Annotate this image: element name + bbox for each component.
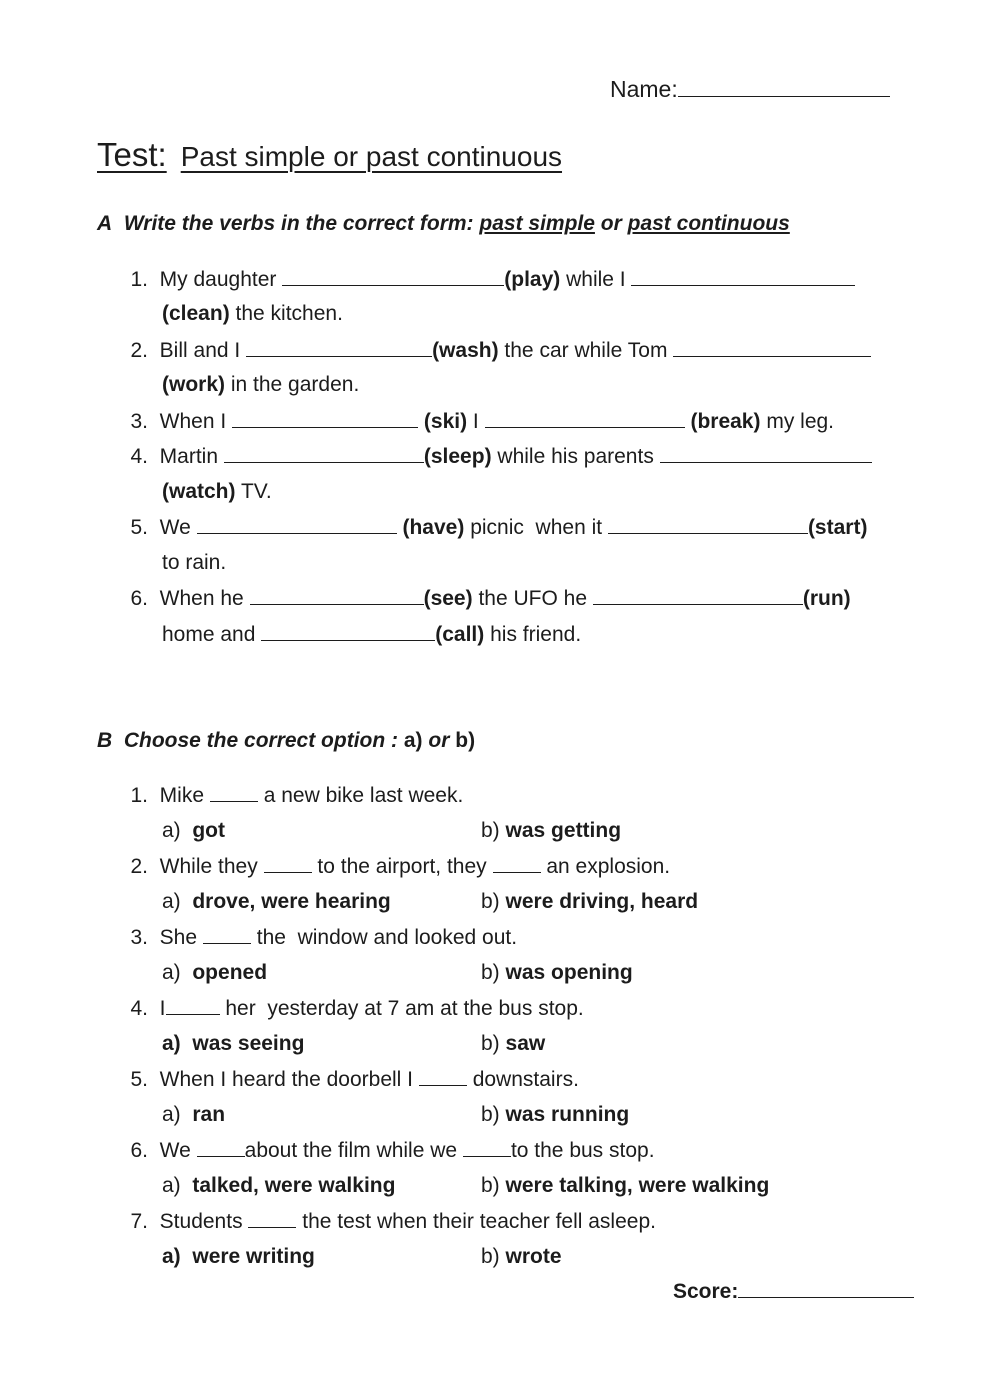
option-label: a) [162, 890, 181, 913]
answer-blank[interactable] [631, 267, 855, 286]
answer-blank[interactable] [248, 1209, 296, 1228]
section-a-term-2: past continuous [627, 212, 790, 235]
score-label: Score: [673, 1280, 739, 1303]
option-label: a) [162, 1032, 181, 1055]
option-text: wrote [505, 1245, 562, 1268]
a-item-1 [124, 267, 855, 292]
verb-cue: (wash) [432, 339, 499, 362]
item-text: When he [159, 587, 244, 610]
answer-blank[interactable] [166, 996, 220, 1015]
name-label: Name: [610, 76, 678, 102]
answer-blank[interactable] [246, 338, 432, 357]
b-item-6-option-b[interactable] [481, 1174, 769, 1198]
item-text: home and [162, 623, 256, 646]
item-text: while his parents [497, 445, 654, 468]
a-item-6 [124, 586, 851, 611]
question-text: the window and looked out. [256, 926, 518, 949]
b-item-1-option-a[interactable] [162, 819, 225, 843]
section-b-instruction: Choose the correct option : [123, 729, 399, 752]
item-text: I [472, 410, 479, 433]
verb-cue: (watch) [162, 480, 236, 503]
b-item-7-option-a[interactable] [162, 1245, 315, 1269]
a-item-5 [124, 515, 867, 540]
option-text: talked, were walking [192, 1174, 396, 1197]
option-label: a) [162, 1245, 181, 1268]
item-text: picnic when it [470, 516, 603, 539]
a-item-2 [124, 338, 871, 363]
question-text: She [159, 926, 198, 949]
page-title [97, 136, 562, 174]
option-text: opened [192, 961, 268, 984]
item-text: my leg. [766, 410, 835, 433]
section-a-term-1: past simple [479, 212, 595, 235]
answer-blank[interactable] [250, 586, 424, 605]
answer-blank[interactable] [210, 783, 258, 802]
item-number: 4. [130, 445, 148, 468]
a-item-4-cont [162, 480, 272, 504]
name-blank[interactable] [678, 78, 890, 97]
item-text: while I [566, 268, 626, 291]
verb-cue: (run) [802, 587, 851, 610]
b-item-3-option-a[interactable] [162, 961, 267, 985]
item-text: in the garden. [230, 373, 360, 396]
item-text: When I [159, 410, 227, 433]
question-text: her yesterday at 7 am at the bus stop. [225, 997, 584, 1020]
answer-blank[interactable] [224, 444, 424, 463]
section-b-letter: B [97, 729, 113, 752]
question-text: I [159, 997, 166, 1020]
verb-cue: (break) [690, 410, 761, 433]
section-a-instruction: Write the verbs in the correct form: [123, 212, 474, 235]
option-text: saw [505, 1032, 546, 1055]
question-text: Mike [159, 784, 205, 807]
a-item-5-cont [162, 551, 226, 575]
answer-blank[interactable] [593, 586, 803, 605]
option-text: got [192, 819, 226, 842]
item-text: to rain. [162, 551, 227, 574]
title-sub: Past simple or past continuous [180, 141, 563, 172]
b-item-5-option-b[interactable] [481, 1103, 629, 1127]
item-number: 6. [130, 587, 148, 610]
question-text: the test when their teacher fell asleep. [302, 1210, 656, 1233]
question-text: about the film while we [244, 1139, 458, 1162]
item-number: 5. [130, 1068, 148, 1091]
item-text: Bill and I [159, 339, 241, 362]
score-blank[interactable] [738, 1279, 914, 1298]
option-label: a) [162, 1174, 181, 1197]
answer-blank[interactable] [261, 622, 435, 641]
section-b-heading [97, 729, 475, 753]
a-item-2-cont [162, 373, 359, 397]
section-a-letter: A [97, 212, 113, 235]
verb-cue: (sleep) [423, 445, 492, 468]
section-b-opt-a: a) [403, 729, 423, 752]
answer-blank[interactable] [673, 338, 871, 357]
question-text: an explosion. [546, 855, 671, 878]
item-text: My daughter [159, 268, 277, 291]
answer-blank[interactable] [232, 409, 418, 428]
item-number: 2. [130, 339, 148, 362]
option-label: b) [481, 1103, 500, 1126]
title-main: Test: [97, 136, 167, 173]
option-label: b) [481, 961, 500, 984]
b-item-3 [124, 925, 517, 950]
b-item-2-option-b[interactable] [481, 890, 698, 914]
section-a-heading [97, 212, 790, 236]
question-text: to the bus stop. [510, 1139, 655, 1162]
verb-cue: (play) [504, 268, 561, 291]
option-text: were driving, heard [505, 890, 699, 913]
item-number: 5. [130, 516, 148, 539]
b-item-6 [124, 1138, 655, 1163]
answer-blank[interactable] [608, 515, 808, 534]
answer-blank[interactable] [463, 1138, 511, 1157]
option-text: ran [192, 1103, 226, 1126]
item-text: We [159, 516, 191, 539]
option-text: were talking, were walking [505, 1174, 770, 1197]
answer-blank[interactable] [485, 409, 685, 428]
item-number: 2. [130, 855, 148, 878]
item-text: his friend. [490, 623, 582, 646]
item-number: 1. [130, 268, 148, 291]
b-item-4 [124, 996, 584, 1021]
verb-cue: (start) [807, 516, 868, 539]
question-text: While they [159, 855, 258, 878]
a-item-4 [124, 444, 872, 469]
a-item-1-cont [162, 302, 343, 326]
b-item-3-option-b[interactable] [481, 961, 633, 985]
item-number: 3. [130, 410, 148, 433]
a-item-6-cont [162, 622, 581, 647]
option-label: b) [481, 890, 500, 913]
a-item-3 [124, 409, 834, 434]
item-text: the kitchen. [235, 302, 343, 325]
item-number: 1. [130, 784, 148, 807]
option-text: were writing [192, 1245, 315, 1268]
verb-cue: (see) [423, 587, 473, 610]
verb-cue: (work) [162, 373, 225, 396]
item-text: the car while Tom [504, 339, 668, 362]
answer-blank[interactable] [660, 444, 872, 463]
answer-blank[interactable] [197, 515, 397, 534]
option-label: b) [481, 1032, 500, 1055]
item-text: Martin [159, 445, 219, 468]
option-label: b) [481, 1174, 500, 1197]
b-item-5-option-a[interactable] [162, 1103, 225, 1127]
verb-cue: (call) [435, 623, 485, 646]
verb-cue: (clean) [162, 302, 230, 325]
name-field [610, 76, 890, 103]
option-label: a) [162, 961, 181, 984]
b-item-6-option-a[interactable] [162, 1174, 395, 1198]
verb-cue: (have) [402, 516, 465, 539]
question-text: downstairs. [472, 1068, 579, 1091]
score-field [673, 1279, 914, 1304]
answer-blank[interactable] [203, 925, 251, 944]
b-item-7 [124, 1209, 656, 1234]
answer-blank[interactable] [197, 1138, 245, 1157]
option-label: b) [481, 1245, 500, 1268]
section-b-connector: or [428, 729, 450, 752]
question-text: to the airport, they [317, 855, 487, 878]
section-a-connector: or [600, 212, 622, 235]
b-item-4-option-b[interactable] [481, 1032, 545, 1056]
answer-blank[interactable] [282, 267, 504, 286]
section-b-opt-b: b) [455, 729, 476, 752]
question-text: Students [159, 1210, 243, 1233]
question-text: a new bike last week. [263, 784, 464, 807]
item-number: 4. [130, 997, 148, 1020]
b-item-4-option-a[interactable] [162, 1032, 304, 1056]
b-item-1-option-b[interactable] [481, 819, 621, 843]
option-text: was seeing [192, 1032, 305, 1055]
b-item-2 [124, 854, 670, 879]
b-item-2-option-a[interactable] [162, 890, 391, 914]
b-item-5 [124, 1067, 579, 1092]
b-item-7-option-b[interactable] [481, 1245, 562, 1269]
item-number: 3. [130, 926, 148, 949]
question-text: We [159, 1139, 191, 1162]
question-text: When I heard the doorbell I [159, 1068, 413, 1091]
option-text: was running [505, 1103, 630, 1126]
answer-blank[interactable] [264, 854, 312, 873]
b-item-1 [124, 783, 463, 808]
verb-cue: (ski) [423, 410, 468, 433]
option-text: was getting [505, 819, 622, 842]
option-label: a) [162, 1103, 181, 1126]
item-text: the UFO he [478, 587, 588, 610]
answer-blank[interactable] [493, 854, 541, 873]
item-number: 6. [130, 1139, 148, 1162]
answer-blank[interactable] [419, 1067, 467, 1086]
option-label: b) [481, 819, 500, 842]
item-number: 7. [130, 1210, 148, 1233]
option-label: a) [162, 819, 181, 842]
option-text: was opening [505, 961, 633, 984]
option-text: drove, were hearing [192, 890, 391, 913]
item-text: TV. [240, 480, 272, 503]
